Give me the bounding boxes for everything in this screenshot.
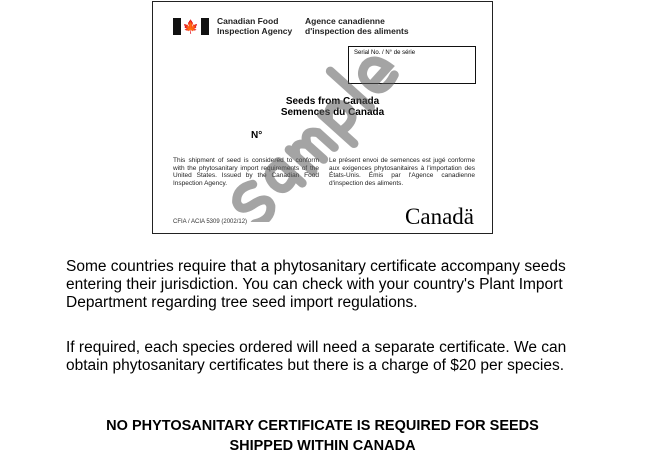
canada-wordmark: Canadä	[405, 204, 474, 229]
number-label: N°	[251, 130, 263, 141]
paragraph-charges: If required, each species ordered will need a separate certificate. We can obtain phytosanitary certificates but there is a charge of $20 per species.	[66, 339, 567, 374]
certificate-title: Seeds from Canada Semences du Canada	[280, 96, 385, 118]
agency-name-fr: Agence canadienne d'inspection des aliments	[305, 16, 409, 36]
paragraph-requirements: Some countries require that a phytosanitary certificate accompany seeds entering their jurisdiction. You can check with your country's Plant Import Department regarding tree seed import regulations.	[66, 258, 566, 311]
statement-fr: Le présent envoi de semences est jugé conforme aux exigences phytosanitaires à l'importation des États-Unis. Émis par l'Agence canadienne d'inspection des aliments.	[329, 157, 475, 187]
canada-notice: NO PHYTOSANITARY CERTIFICATE IS REQUIRED FOR SEEDS SHIPPED WITHIN CANADA	[106, 418, 539, 454]
canada-flag-icon: 🍁	[173, 18, 209, 35]
statement-en: This shipment of seed is considered to conform with the phytosanitary import requirements of the United States. Issued by the Canadian Food Inspection Agency.	[173, 157, 319, 187]
sample-certificate-image	[152, 1, 493, 234]
agency-name-en: Canadian Food Inspection Agency	[217, 16, 293, 36]
serial-number-box: Serial No. / N° de série	[348, 46, 476, 84]
form-code: CFIA / ACIA 5309 (2002/12)	[173, 219, 248, 225]
